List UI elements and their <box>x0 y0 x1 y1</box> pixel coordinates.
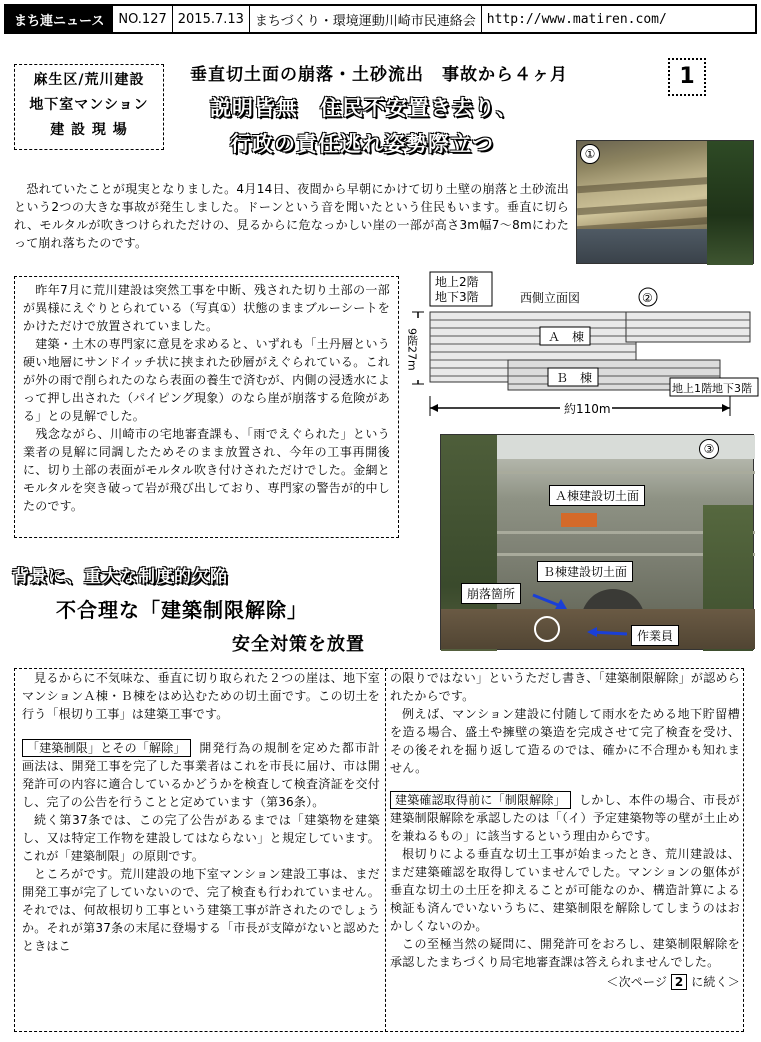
width-arrow-left <box>430 404 438 412</box>
width-label: 約110m <box>564 402 611 416</box>
organization-name: まちづくり・環境運動川崎市民連絡会 <box>250 6 482 32</box>
right-wing-body <box>626 312 750 342</box>
continued-suffix: に続く＞ <box>691 975 740 989</box>
rock-band <box>577 176 727 193</box>
lower-right-paragraph-3 <box>390 791 740 845</box>
rock-band <box>577 198 727 215</box>
west-elevation-diagram <box>405 272 760 428</box>
column1-paragraph-1: 昨年7月に荒川建設は突然工事を中断、残された切り土部の一部が異様にえぐりとられている（写真①）状態のままブルーシートをかけただけで放置されていました。 <box>23 283 390 333</box>
section-heading-1: 背景に、重大な制度的欠陥 <box>12 567 228 587</box>
column-divider <box>385 668 386 1032</box>
intro-paragraph: 恐れていたことが現実となりました。4月14日、夜間から早朝にかけて切り土壁の崩落と土砂流出という2つの大きな事故が発生しました。ドーンという音を聞いたという住民もいます。垂直に切られ、モルタルが吹きつけられただけの、見るからに危なっかしい崖の一部が高さ3m幅7〜8mにわたって崩れ落ちたのです。 <box>14 182 569 250</box>
lower-right-paragraph-4: 根切りによる垂直な切土工事が始まったとき、荒川建設は、まだ建築確認を取得していませんでした。マンションの躯体が垂直な切土の土圧を抑えることが可能なのか、構造計算による検証も済んでいないうちに、建築制限を解除してしまうのはおかしくないのか。 <box>390 847 740 933</box>
diagram-badge: ② <box>642 291 653 305</box>
lower-left-paragraph-2 <box>22 739 380 811</box>
subheading-restriction-lifted: 建築確認取得前に「制限解除」 <box>390 791 571 809</box>
location-line-1: 麻生区/荒川建設 <box>33 72 145 88</box>
issue-number: NO.127 <box>113 6 172 32</box>
photo-1-badge: ① <box>580 144 600 164</box>
building-right-wing <box>626 312 750 342</box>
lower-right-paragraph-3-text: しかし、本件の場合、市長が建築制限解除を承認したのは「（イ）予定建築物等の壁が土止めを兼ねるもの」に該当するという理由からです。 <box>390 793 740 843</box>
continued-prefix: ＜次ページ <box>606 975 668 989</box>
column1-paragraph-3: 残念ながら、川崎市の宅地審査課も、「雨でえぐられた」という業者の見解に同調したためそのまま放置され、今年の工事再開後に、切り土部の表面がモルタル吹き付けされただけでした。金網とモルタルを突き破って岩が飛び出しており、専門家の警告が的中したのです。 <box>23 427 390 513</box>
location-box <box>14 64 164 150</box>
location-line-2: 地下室マンション <box>29 97 149 113</box>
lower-right-paragraph-5: この至極当然の疑問に、開発許可をおろし、建築制限解除を承認したまちづくり局宅地審査課は答えられませんでした。 <box>390 937 740 969</box>
section-heading-3: 安全対策を放置 <box>232 634 365 655</box>
column1-paragraph-2: 建築・土木の専門家に意見を求めると、いずれも「土丹層という硬い地層にサンドイッチ状に挟まれた砂層がえぐられている。これが外の雨で削られたのなら表面の養生で済むが、内側の浸透水によって押し出された（パイピング現象）のなら崖が崩落する危険がある」との見解でした。 <box>23 337 390 423</box>
width-arrow-right <box>722 404 730 412</box>
section-heading-2: 不合理な「建築制限解除」 <box>56 598 308 622</box>
newsletter-header <box>4 4 757 34</box>
photo-collapsed-cliff <box>576 140 754 264</box>
building-a-label: Ａ 棟 <box>548 330 585 344</box>
lower-left-column <box>22 669 380 955</box>
headline-2: 説明皆無 住民不安置き去り、 <box>210 96 518 120</box>
headline-1: 垂直切土面の崩落・土砂流出 事故から４ヶ月 <box>190 65 568 85</box>
blue-sheet <box>577 229 727 263</box>
lower-left-paragraph-3: 続く第37条では、この完了公告があるまでは「建築物を建築し、又は特定工作物を建設してはならない」と規定しています。これが「建築制限」の原則です。 <box>22 813 380 863</box>
label-worker: 作業員 <box>631 625 679 646</box>
lower-right-column <box>390 669 740 991</box>
diagram-title: 西側立面図 <box>520 291 581 305</box>
label-cut-face-b: Ｂ棟建設切土面 <box>537 561 633 582</box>
newsletter-name: まち連ニュース <box>6 6 113 32</box>
headline-3: 行政の責任逃れ姿勢際立つ <box>230 132 494 156</box>
vegetation <box>707 141 753 265</box>
location-line-3: 建 設 現 場 <box>50 122 128 138</box>
continued-note <box>390 973 740 991</box>
upper-label-2: 地下3階 <box>435 290 479 304</box>
worker-arrow-head <box>587 627 597 637</box>
photo-construction-site <box>440 434 754 650</box>
lower-floors-label: 地上1階地下3階 <box>672 382 752 395</box>
building-b-label: Ｂ 棟 <box>556 371 593 385</box>
issue-date: 2015.7.13 <box>173 6 250 32</box>
height-label: 9階27m <box>405 328 419 371</box>
lower-right-paragraph-1: の限りではない」というただし書き、「建築制限解除」が認められたからです。 <box>390 671 740 703</box>
label-collapse-point: 崩落箇所 <box>461 583 521 604</box>
upper-label-1: 地上2階 <box>435 275 479 289</box>
lower-left-paragraph-2-text: 開発行為の規制を定めた都市計画法は、開発工事を完了した事業者はこれを市長に届け、市は開発許可の内容に適合しているかどうかを検査して検査済証を交付し、完了の公告を行うことと定めています（第36条）。 <box>22 741 380 809</box>
photo-3-arrows <box>441 435 755 651</box>
page-number: 1 <box>668 58 706 96</box>
background-column <box>14 276 399 538</box>
subheading-building-restriction: 「建築制限」とその「解除」 <box>22 739 191 757</box>
website-url[interactable]: http://www.matiren.com/ <box>486 11 667 27</box>
photo-3-badge: ③ <box>699 439 719 459</box>
lower-left-paragraph-4: ところがです。荒川建設の地下室マンション建設工事は、まだ開発工事が完了していないので、完了検査も行われていません。それでは、何故根切り工事という建築工事が許されたのでしょうか。それが第37条の末尾に登場する「市長が支障がないと認めたときはこ <box>22 867 380 953</box>
lower-right-paragraph-2: 例えば、マンション建設に付随して雨水をためる地下貯留槽を造る場合、盛土や擁壁の築造を完成させて完了検査を受け、その後それを掘り返して造るのでは、確かに不合理かも知れません。 <box>390 707 740 775</box>
worker-circle <box>535 617 559 641</box>
continued-page-number: 2 <box>671 974 687 990</box>
lower-left-paragraph-1: 見るからに不気味な、垂直に切り取られた２つの崖は、地下室マンションＡ棟・Ｂ棟をはめ込むための切土面です。この切土を行う「根切り工事」は建築工事です。 <box>22 671 380 721</box>
label-cut-face-a: Ａ棟建設切土面 <box>549 485 645 506</box>
